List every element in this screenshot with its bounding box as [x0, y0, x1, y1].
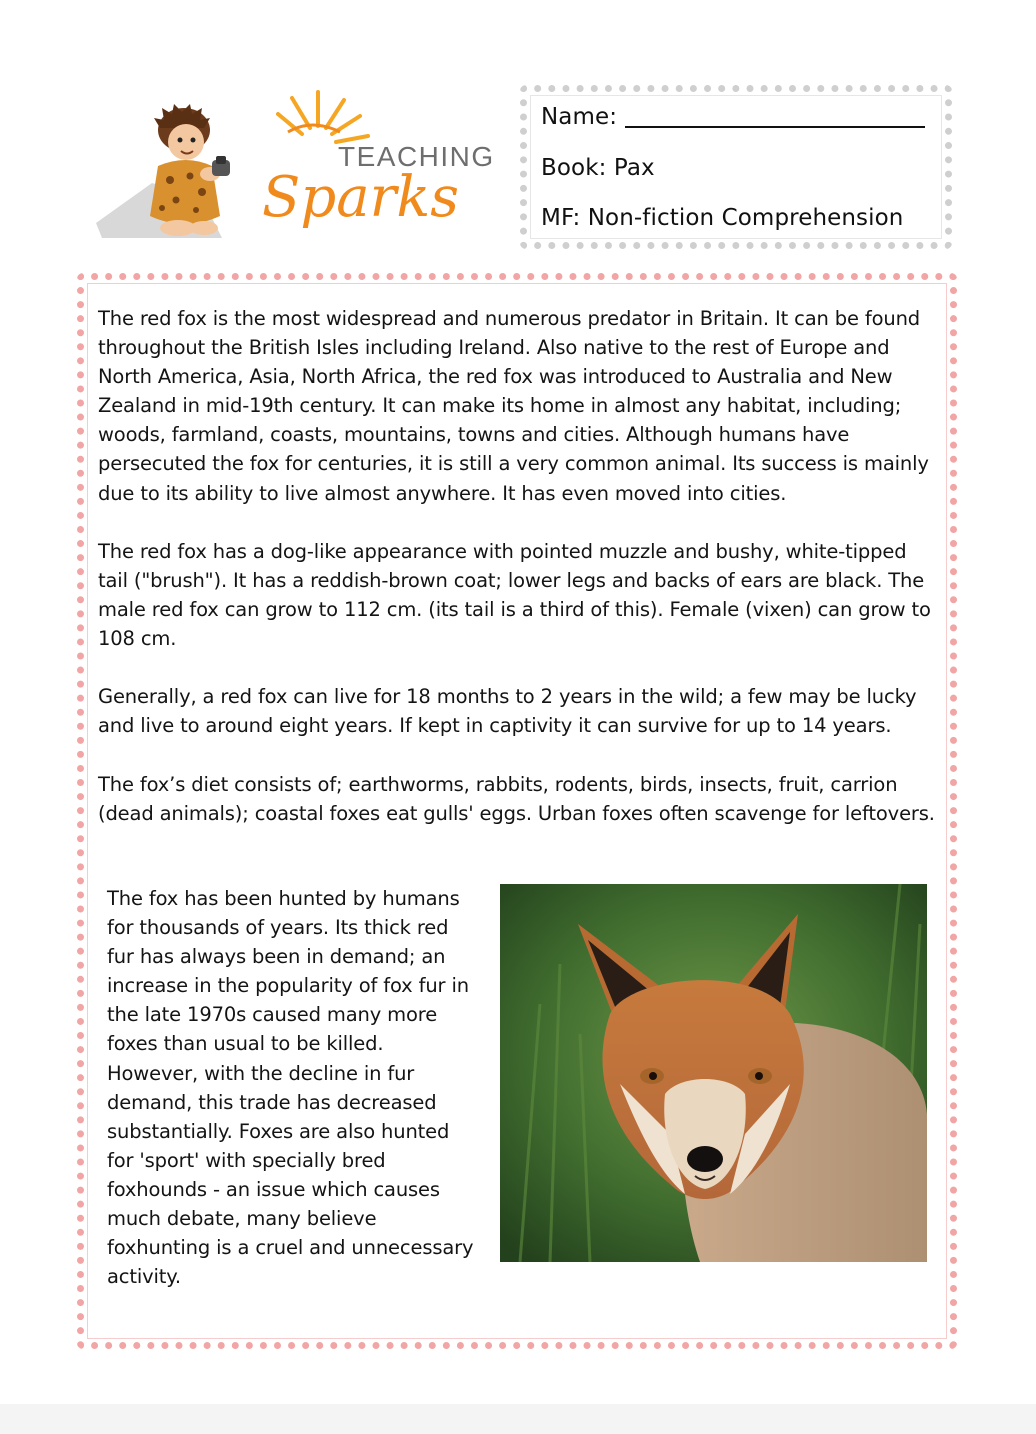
book-label: Book: Pax — [541, 155, 655, 181]
name-field[interactable] — [541, 104, 925, 130]
teaching-sparks-logo — [92, 88, 502, 248]
paragraph-lifespan: Generally, a red fox can live for 18 months to 2 years in the wild; a few may be lucky and live to around eight years. If kept in captivity it can survive for up to 14 years. — [98, 685, 917, 738]
paragraph-diet: The fox’s diet consists of; earthworms, rabbits, rodents, birds, insects, fruit, carrion (dead animals); coastal foxes eat gulls' eggs. Urban foxes often scavenge for leftovers. — [98, 773, 935, 826]
fox-illustration — [500, 884, 927, 1262]
spark-rays-icon — [278, 92, 368, 142]
logo-word-teaching: TEACHING — [338, 141, 495, 172]
logo-word-sparks: Sparks — [262, 165, 460, 230]
paragraph-habitat: The red fox is the most widespread and numerous predator in Britain. It can be found throughout the British Isles including Ireland. Also native to the rest of Europe and North America, Asia, North Africa, the red fox was introduced to Australia and New Zealand in mid-19th century. It can make its home in almost any habitat, including; woods, farmland, coasts, mountains, towns and cities. Although humans have persecuted the fox for centuries, it is still a very common animal. Its success is mainly due to its ability to live almost anywhere. It has even moved into cities. — [98, 307, 929, 505]
name-label: Name: — [541, 104, 618, 130]
caveman-boy-icon — [150, 104, 230, 236]
logo-graphic — [92, 88, 502, 248]
paragraph-hunting: The fox has been hunted by humans for thousands of years. Its thick red fur has always been in demand; an increase in the popularity of fox fur in the late 1970s caused many more foxes than usual to be killed. However, with the decline in fur demand, this trade has decreased substantially. Foxes are also hunted for 'sport' with specially bred foxhounds - an issue which causes much debate, many believe foxhunting is a cruel and unnecessary activity. — [107, 887, 474, 1289]
mf-label: MF: Non-fiction Comprehension — [541, 205, 904, 231]
student-info-box — [520, 85, 952, 249]
red-fox-photo — [500, 884, 927, 1262]
paragraph-appearance: The red fox has a dog-like appearance with pointed muzzle and bushy, white-tipped tail ("brush"). It has a reddish-brown coat; lower legs and backs of ears are black. The male red fox can grow to 112 cm. (its tail is a third of this). Female (vixen) can grow to 108 cm. — [98, 540, 931, 651]
name-blank-line[interactable] — [625, 104, 925, 128]
